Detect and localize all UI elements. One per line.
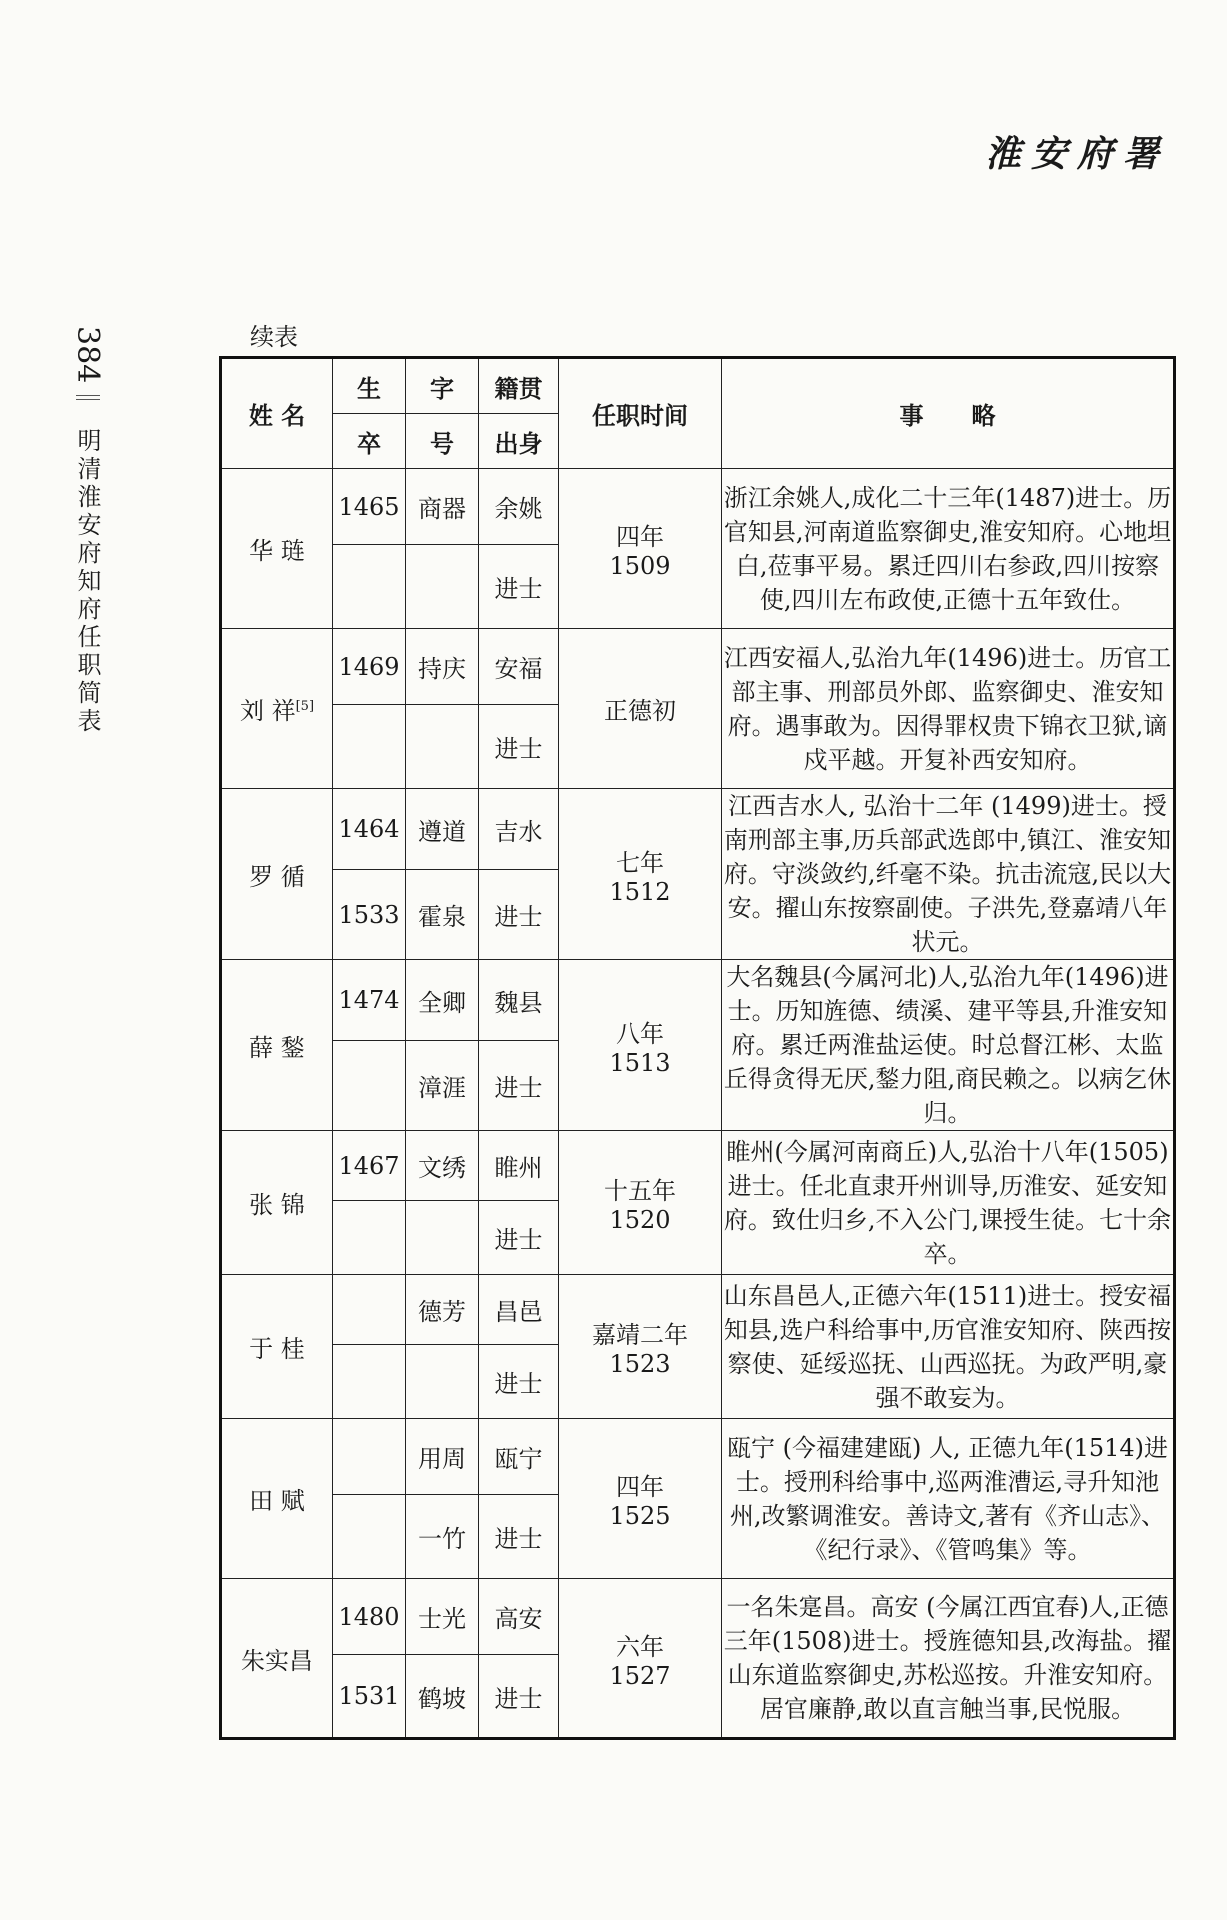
cell-jiguan: 吉水 xyxy=(479,789,559,870)
cell-jiguan: 余姚 xyxy=(479,469,559,545)
name-text: 刘 祥 xyxy=(239,697,296,725)
cell-hao: 漳涯 xyxy=(406,1041,479,1131)
cell-name xyxy=(221,629,333,789)
cell-birth: 1469 xyxy=(333,629,406,705)
cell-birth xyxy=(333,1419,406,1495)
cell-zi: 商器 xyxy=(406,469,479,545)
page-number: 384 xyxy=(70,326,105,384)
name-text: 张 锦 xyxy=(249,1191,305,1219)
tenure-year: 嘉靖二年 xyxy=(592,1321,688,1349)
cell-hao xyxy=(406,1201,479,1275)
table-row xyxy=(221,960,1175,1041)
table-row xyxy=(221,469,1175,545)
cell-zi: 文绣 xyxy=(406,1131,479,1201)
table-row xyxy=(221,1419,1175,1495)
cell-birth: 1467 xyxy=(333,1131,406,1201)
cell-death xyxy=(333,545,406,629)
cell-bio: 山东昌邑人,正德六年(1511)进士。授安福知县,选户科给事中,历官淮安知府、陕西按察使、延绥巡抚、山西巡抚。为政严明,豪强不敢妄为。 xyxy=(722,1275,1175,1419)
cell-tenure xyxy=(559,960,722,1131)
cell-name xyxy=(221,1419,333,1579)
tenure-year: 四年 xyxy=(616,1473,664,1501)
cell-jiguan: 魏县 xyxy=(479,960,559,1041)
tenure-year: 七年 xyxy=(616,848,664,877)
cell-zi: 全卿 xyxy=(406,960,479,1041)
cell-chushen: 进士 xyxy=(479,870,559,960)
cell-death: 1533 xyxy=(333,870,406,960)
cell-zi: 德芳 xyxy=(406,1275,479,1345)
tenure-year: 六年 xyxy=(616,1632,664,1661)
cell-death xyxy=(333,1495,406,1579)
cell-jiguan: 高安 xyxy=(479,1579,559,1655)
prefect-table xyxy=(219,356,1176,1740)
cell-birth xyxy=(333,1275,406,1345)
cell-death xyxy=(333,1041,406,1131)
cell-birth: 1464 xyxy=(333,789,406,870)
header-sobriquet: 号 xyxy=(406,414,479,469)
tenure-ad: 1523 xyxy=(609,1350,671,1378)
footnote-marker: [5] xyxy=(295,699,315,714)
cell-tenure xyxy=(559,1275,722,1419)
table-caption: 续表 xyxy=(250,323,298,351)
cell-tenure xyxy=(559,629,722,789)
cell-chushen: 进士 xyxy=(479,705,559,789)
table-row xyxy=(221,1275,1175,1345)
cell-birth: 1465 xyxy=(333,469,406,545)
tenure-year: 十五年 xyxy=(604,1177,676,1205)
cell-jiguan: 瓯宁 xyxy=(479,1419,559,1495)
cell-death xyxy=(333,705,406,789)
tenure-year: 八年 xyxy=(616,1019,664,1048)
table-row xyxy=(221,789,1175,870)
header-origin: 籍贯 xyxy=(479,358,559,414)
cell-chushen: 进士 xyxy=(479,1345,559,1419)
running-section-title: 明清淮安府知府任职简表 xyxy=(73,428,101,736)
side-divider xyxy=(76,395,100,400)
cell-death xyxy=(333,1345,406,1419)
table-row xyxy=(221,629,1175,705)
cell-zi: 持庆 xyxy=(406,629,479,705)
name-text: 田 赋 xyxy=(249,1487,305,1515)
cell-tenure xyxy=(559,469,722,629)
cell-chushen: 进士 xyxy=(479,1655,559,1739)
table-row xyxy=(221,1579,1175,1655)
cell-hao: 鹤坡 xyxy=(406,1655,479,1739)
name-text: 华 琏 xyxy=(249,537,305,565)
name-text: 罗 循 xyxy=(249,862,305,891)
header-death: 卒 xyxy=(333,414,406,469)
cell-bio: 江西安福人,弘治九年(1496)进士。历官工部主事、刑部员外郎、监察御史、淮安知府。遇事敢为。因得罪权贵下锦衣卫狱,谪戍平越。开复补西安知府。 xyxy=(722,629,1175,789)
tenure-ad: 1509 xyxy=(609,552,671,580)
cell-hao: 一竹 xyxy=(406,1495,479,1579)
cell-jiguan: 睢州 xyxy=(479,1131,559,1201)
tenure-year: 四年 xyxy=(616,523,664,551)
cell-hao xyxy=(406,1345,479,1419)
cell-bio: 一名朱寔昌。高安 (今属江西宜春)人,正德三年(1508)进士。授旌德知县,改海盐。擢山东道监察御史,苏松巡按。升淮安知府。居官廉静,敢以直言触当事,民悦服。 xyxy=(722,1579,1175,1739)
cell-tenure xyxy=(559,1131,722,1275)
cell-zi: 用周 xyxy=(406,1419,479,1495)
cell-birth: 1474 xyxy=(333,960,406,1041)
cell-death: 1531 xyxy=(333,1655,406,1739)
cell-tenure xyxy=(559,789,722,960)
cell-zi: 士光 xyxy=(406,1579,479,1655)
cell-bio: 大名魏县(今属河北)人,弘治九年(1496)进士。历知旌德、绩溪、建平等县,升淮安知府。累迁两淮盐运使。时总督江彬、太监丘得贪得无厌,鍫力阻,商民赖之。以病乞休归。 xyxy=(722,960,1175,1131)
tenure-ad: 1520 xyxy=(609,1206,671,1234)
cell-name xyxy=(221,1131,333,1275)
header-row-1 xyxy=(221,358,1175,414)
running-header-title: 淮安府署 xyxy=(984,133,1169,175)
cell-bio: 瓯宁 (今福建建瓯) 人, 正德九年(1514)进士。授刑科给事中,巡两淮漕运,寻升知池州,改繁调淮安。善诗文,著有《齐山志》、《纪行录》、《管鸣集》等。 xyxy=(722,1419,1175,1579)
tenure-ad: 1525 xyxy=(609,1502,671,1530)
header-background: 出身 xyxy=(479,414,559,469)
cell-chushen: 进士 xyxy=(479,545,559,629)
header-deeds: 事 略 xyxy=(722,358,1175,469)
cell-bio: 浙江余姚人,成化二十三年(1487)进士。历官知县,河南道监察御史,淮安知府。心地坦白,莅事平易。累迁四川右参政,四川按察使,四川左布政使,正德十五年致仕。 xyxy=(722,469,1175,629)
cell-jiguan: 昌邑 xyxy=(479,1275,559,1345)
cell-hao xyxy=(406,545,479,629)
name-text: 朱实昌 xyxy=(241,1646,313,1675)
header-birth: 生 xyxy=(333,358,406,414)
cell-chushen: 进士 xyxy=(479,1495,559,1579)
cell-zi: 遵道 xyxy=(406,789,479,870)
tenure-ad: 1513 xyxy=(609,1048,671,1077)
tenure-ad: 1527 xyxy=(609,1661,671,1690)
tenure-year: 正德初 xyxy=(604,697,676,725)
cell-tenure xyxy=(559,1579,722,1739)
cell-jiguan: 安福 xyxy=(479,629,559,705)
cell-bio: 江西吉水人, 弘治十二年 (1499)进士。授南刑部主事,历兵部武选郎中,镇江、淮安知府。守淡敛约,纤毫不染。抗击流寇,民以大安。擢山东按察副使。子洪先,登嘉靖八年状元。 xyxy=(722,789,1175,960)
cell-birth: 1480 xyxy=(333,1579,406,1655)
cell-hao: 霍泉 xyxy=(406,870,479,960)
cell-name xyxy=(221,789,333,960)
cell-chushen: 进士 xyxy=(479,1041,559,1131)
name-text: 于 桂 xyxy=(249,1335,305,1363)
header-tenure: 任职时间 xyxy=(559,358,722,469)
cell-bio: 睢州(今属河南商丘)人,弘治十八年(1505)进士。任北直隶开州训导,历淮安、延安知府。致仕归乡,不入公门,课授生徒。七十余卒。 xyxy=(722,1131,1175,1275)
table-row xyxy=(221,1131,1175,1201)
cell-hao xyxy=(406,705,479,789)
name-text: 薛 鍫 xyxy=(249,1033,305,1062)
cell-name xyxy=(221,1275,333,1419)
cell-chushen: 进士 xyxy=(479,1201,559,1275)
cell-name xyxy=(221,960,333,1131)
cell-name xyxy=(221,1579,333,1739)
header-name: 姓 名 xyxy=(221,358,333,469)
tenure-ad: 1512 xyxy=(609,877,671,906)
cell-tenure xyxy=(559,1419,722,1579)
header-style: 字 xyxy=(406,358,479,414)
cell-death xyxy=(333,1201,406,1275)
cell-name xyxy=(221,469,333,629)
